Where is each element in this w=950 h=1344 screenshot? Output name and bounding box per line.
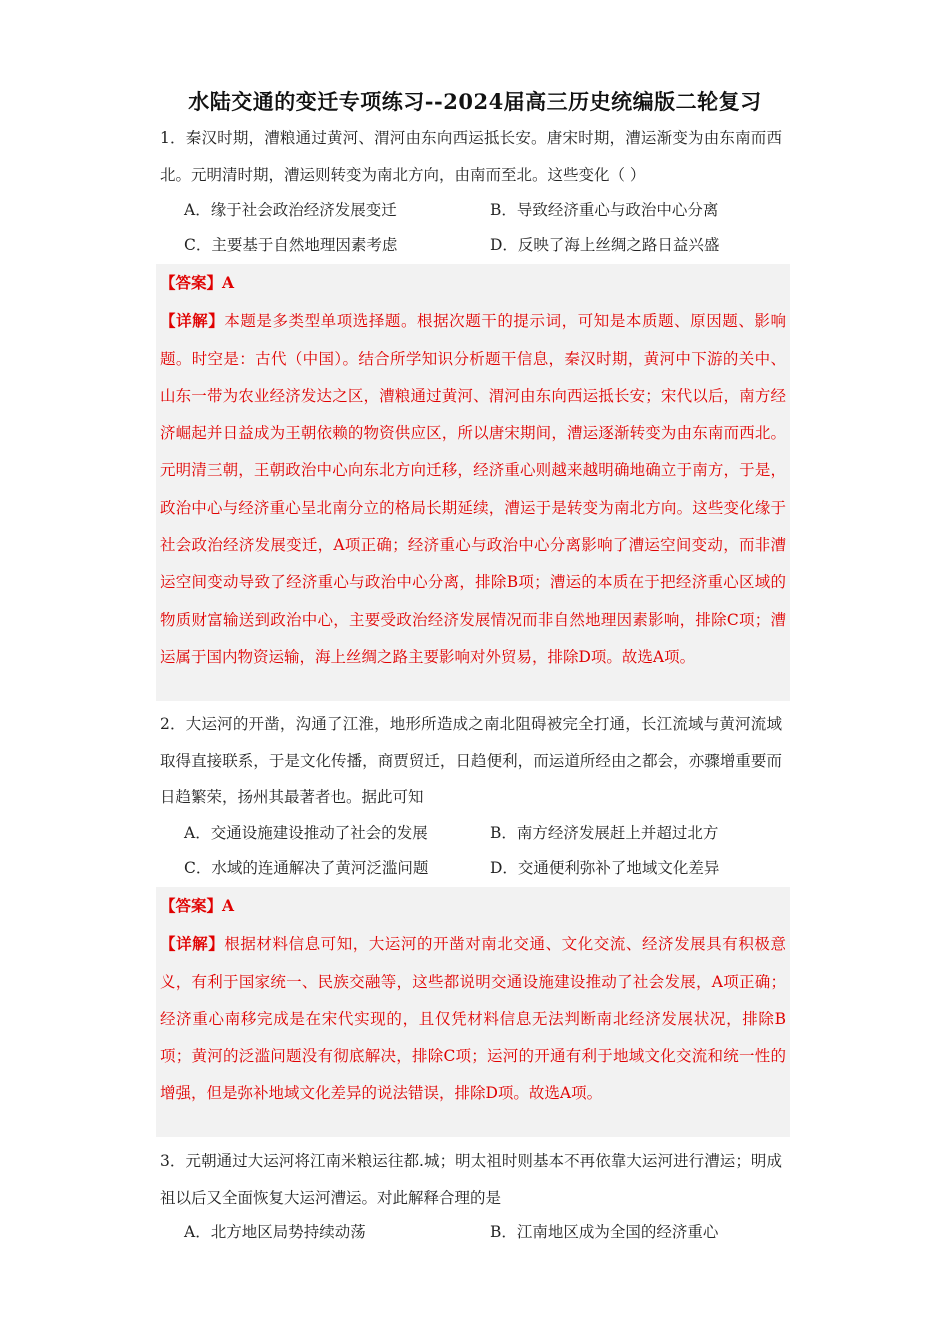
question-1-option-a: A．缘于社会政治经济发展变迁 [184, 201, 397, 219]
question-2-answer: 【答案】A [160, 896, 235, 915]
question-2-option-c: C．水域的连通解决了黄河泛滥问题 [184, 859, 429, 877]
question-1-stem: 1．秦汉时期，漕粮通过黄河、渭河由东向西运抵长安。唐宋时期，漕运渐变为由东南而西北。元明清时期，漕运则转变为南北方向，由南而至北。这些变化（ ） [160, 129, 782, 184]
page-title: 水陆交通的变迁专项练习--2024届高三历史统编版二轮复习 [188, 89, 762, 114]
question-1-answer: 【答案】A [160, 273, 235, 292]
question-1-detail: 【详解】本题是多类型单项选择题。根据次题干的提示词，可知是本质题、原因题、影响题。时空是：古代（中国）。结合所学知识分析题干信息，秦汉时期，黄河中下游的关中、山东一带为农业经济发达之区，漕粮通过黄河、渭河由东向西运抵长安；宋代以后，南方经济崛起并日益成为王朝依赖的物资供应区，所以唐宋期间，漕运逐渐转变为由东南而西北。元明清三朝，王朝政治中心向东北方向迁移，经济重心则越来越明确地确立于南方，于是，政治中心与经济重心呈北南分立的格局长期延续，漕运于是转变为南北方向。这些变化缘于社会政治经济发展变迁，A项正确；经济重心与政治中心分离影响了漕运空间变动，而非漕运空间变动导致了经济重心与政治中心分离，排除B项；漕运的本质在于把经济重心区域的物质财富输送到政治中心，主要受政治经济发展情况而非自然地理因素影响，排除C项；漕运属于国内物资运输，海上丝绸之路主要影响对外贸易，排除D项。故选A项。 [160, 311, 786, 666]
question-3-option-a: A．北方地区局势持续动荡 [184, 1223, 366, 1241]
question-2-detail: 【详解】根据材料信息可知，大运河的开凿对南北交通、文化交流、经济发展具有积极意义，有利于国家统一、民族交融等，这些都说明交通设施建设推动了社会发展，A项正确；经济重心南移完成是在宋代实现的，且仅凭材料信息无法判断南北经济发展状况，排除B项；黄河的泛滥问题没有彻底解决，排除C项；运河的开通有利于地域文化交流和统一性的增强，但是弥补地域文化差异的说法错误，排除D项。故选A项。 [160, 934, 786, 1103]
question-2-option-b: B．南方经济发展赶上并超过北方 [490, 824, 719, 842]
question-1-option-b: B．导致经济重心与政治中心分离 [490, 201, 719, 219]
question-1-answer-block [156, 264, 790, 701]
question-1-option-d: D．反映了海上丝绸之路日益兴盛 [490, 236, 720, 254]
question-3-stem: 3．元朝通过大运河将江南米粮运往都.城；明太祖时则基本不再依靠大运河进行漕运；明成祖以后又全面恢复大运河漕运。对此解释合理的是 [160, 1152, 782, 1207]
question-2-stem: 2．大运河的开凿，沟通了江淮，地形所造成之南北阻碍被完全打通，长江流域与黄河流域取得直接联系，于是文化传播，商贾贸迁，日趋便利，而运道所经由之都会，亦骤增重要而日趋繁荣，扬州其最著者也。据此可知 [160, 715, 782, 806]
question-2-answer-block [156, 887, 790, 1137]
question-2-option-d: D．交通便利弥补了地域文化差异 [490, 859, 720, 877]
question-2-option-a: A．交通设施建设推动了社会的发展 [184, 824, 428, 842]
question-1-option-c: C．主要基于自然地理因素考虑 [184, 236, 398, 254]
question-3-option-b: B．江南地区成为全国的经济重心 [490, 1223, 719, 1241]
